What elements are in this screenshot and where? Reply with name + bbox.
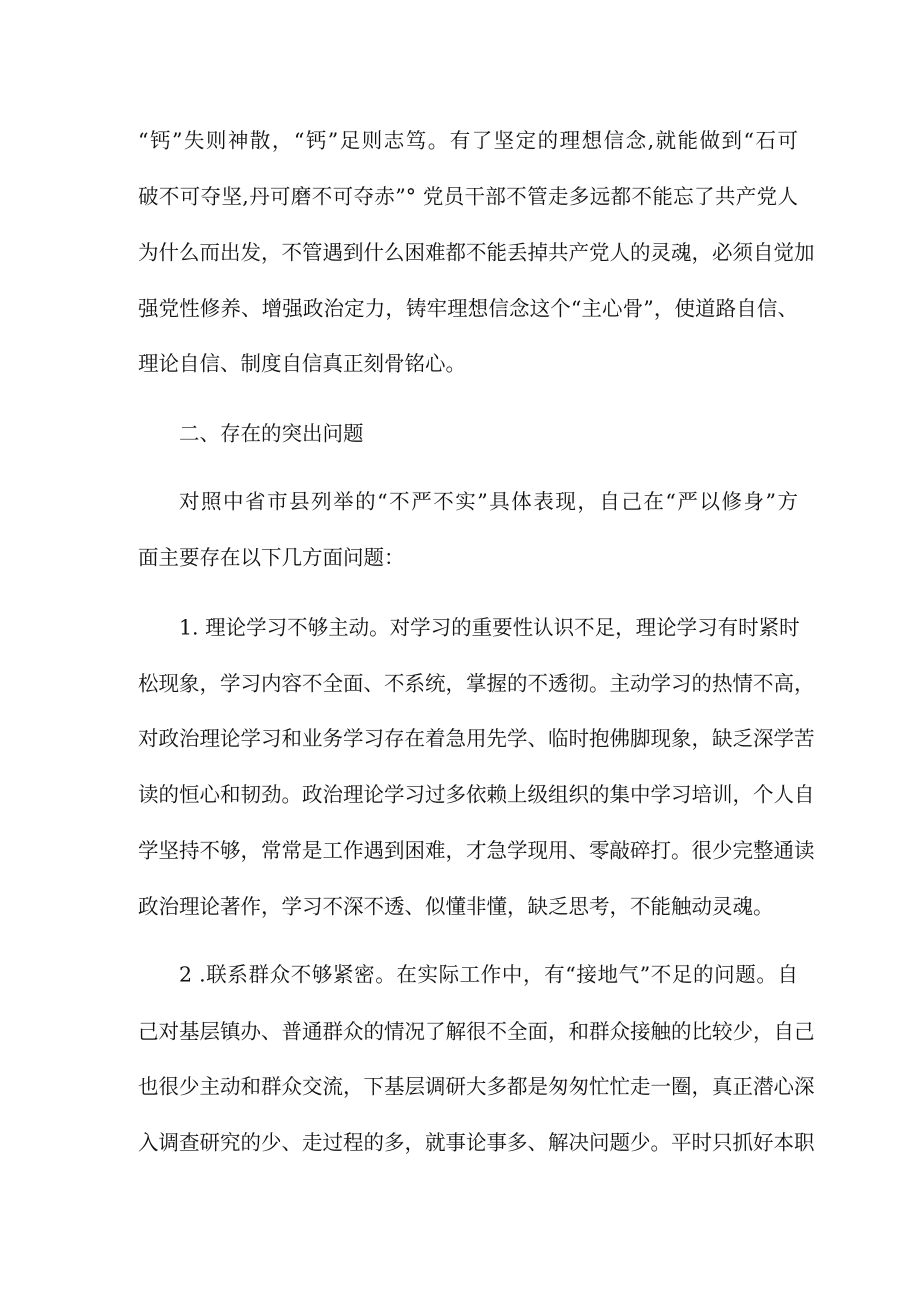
document-page: “钙”失则神散，“钙”足则志笃。有了坚定的理想信念,就能做到“石可 破不可夺坚,丹可磨不可夺赤”° 党员干部不管走多远都不能忘了共产党人 为什么而出发，不管遇到什么困难都不能丢掉共产党人的灵魂，必须自觉加 强党性修养、增强政治定力，铸牢理想信念这个“主心骨”，使道路自信、 理论自信、制度自信真正刻骨铭心。 二、存在的突出问题 对照中省市县列举的“不严不实”具体表现，自己在“严以修身”方 面主要存在以下几方面问题： 1. 理论学习不够主动。对学习的重要性认识不足，理论学习有时紧时 松现象，学习内容不全面、不系统，掌握的不透彻。主动学习的热情不高， 对政治理论学习和业务学习存在着急用先学、临时抱佛脚现象，缺乏深学苦 读的恒心和韧劲。政治理论学习过多依赖上级组织的集中学习培训，个人自 学坚持不够，常常是工作遇到困难，才急学现用、零敲碎打。很少完整通读 政治理论著作，学习不深不透、似懂非懂，缺乏思考，不能触动灵魂。 2 .联系群众不够紧密。在实际工作中，有“接地气”不足的问题。自 己对基层镇办、普通群众的情况了解很不全面，和群众接触的比较少，自己 也很少主动和群众交流，下基层调研大多都是匆匆忙忙走一圈，真正潜心深 入调查研究的少、走过程的多，就事论事多、解决问题少。平时只抓好本职 (0, 0, 920, 1301)
